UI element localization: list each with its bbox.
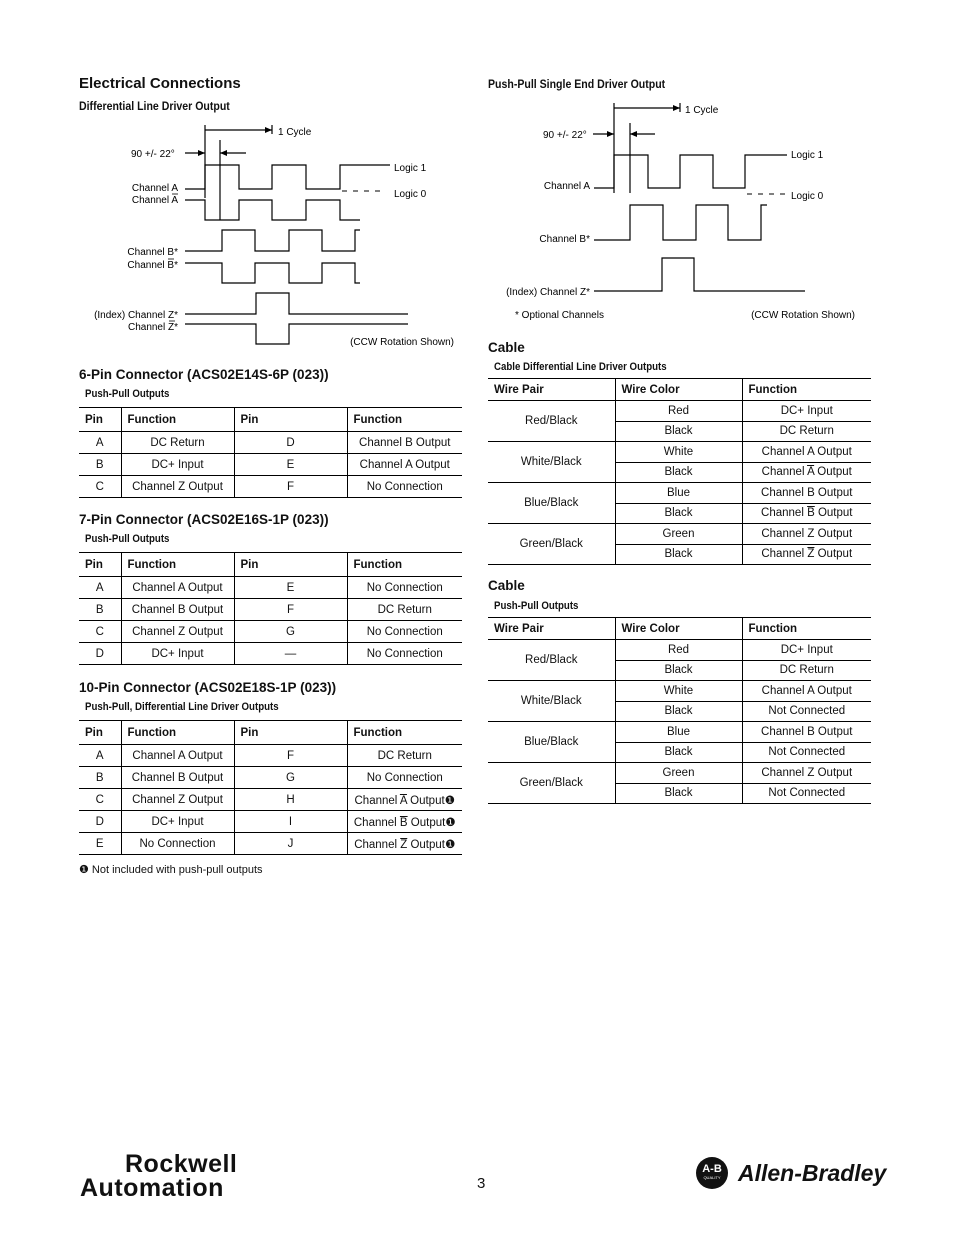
channel-z-label: (Index) Channel Z*	[506, 287, 590, 298]
table-cell: Blue/Black	[488, 483, 615, 524]
channel-b-bar-label: Channel B*	[127, 260, 178, 271]
channel-z-bar-label: Channel Z*	[127, 322, 178, 333]
table-cell: D	[79, 643, 121, 665]
header-function: Function	[742, 379, 871, 401]
table-cell: No Connection	[121, 833, 234, 855]
table-cell: Channel A Output	[347, 454, 462, 476]
table-cell: Channel Z Output	[121, 476, 234, 498]
table-cell: Black	[615, 742, 742, 763]
ccw-label: (CCW Rotation Shown)	[350, 337, 454, 348]
table-cell: No Connection	[347, 621, 462, 643]
diagram1-title: Differential Line Driver Output	[79, 99, 230, 113]
table-cell: Channel A Output	[121, 577, 234, 599]
logic1-label: Logic 1	[791, 150, 824, 161]
section-title: Electrical Connections	[79, 75, 241, 92]
table-cell: G	[234, 767, 347, 789]
header-wire-pair: Wire Pair	[488, 618, 615, 640]
table-cell: Channel A Output	[121, 745, 234, 767]
table-cell: Green	[615, 524, 742, 545]
table-row	[79, 621, 462, 643]
optional-channels-note: * Optional Channels	[515, 310, 604, 321]
table-cell: No Connection	[347, 577, 462, 599]
footnote: ❶ Not included with push-pull outputs	[79, 864, 263, 876]
table-cell: DC Return	[742, 421, 871, 442]
header-pin: Pin	[79, 553, 121, 577]
table-cell: White	[615, 681, 742, 702]
seven-pin-table	[79, 552, 462, 665]
table-cell: Channel $\overline{A}$ Output❶	[347, 789, 462, 811]
table-cell: Channel B Output	[121, 599, 234, 621]
table-cell: B	[79, 599, 121, 621]
table-cell: Red/Black	[488, 401, 615, 442]
table-cell: Black	[615, 462, 742, 483]
header-wire-pair: Wire Pair	[488, 379, 615, 401]
table-cell: White	[615, 442, 742, 463]
table-row	[79, 454, 462, 476]
cycle-label: 1 Cycle	[278, 127, 312, 138]
table-cell: F	[234, 476, 347, 498]
table-row	[79, 432, 462, 454]
table-cell: No Connection	[347, 643, 462, 665]
cycle-label: 1 Cycle	[685, 105, 719, 116]
header-function: Function	[742, 618, 871, 640]
table-row	[488, 763, 871, 784]
table-cell: Channel B Output	[742, 483, 871, 504]
table-cell: Channel Z Output	[121, 621, 234, 643]
table-row	[488, 722, 871, 743]
table-row	[79, 767, 462, 789]
table-cell: DC Return	[347, 599, 462, 621]
header-function: Function	[347, 721, 462, 745]
cable-push-pull-table	[488, 617, 871, 804]
table-cell: Green/Black	[488, 763, 615, 804]
table-cell: Channel B Output	[121, 767, 234, 789]
table-cell: DC Return	[742, 660, 871, 681]
push-pull-timing-diagram	[505, 98, 865, 324]
table-cell: B	[79, 454, 121, 476]
table-cell: G	[234, 621, 347, 643]
table-cell: Blue/Black	[488, 722, 615, 763]
table-cell: Not Connected	[742, 783, 871, 804]
table-cell: D	[79, 811, 121, 833]
table-row	[488, 483, 871, 504]
table-row	[79, 577, 462, 599]
table-cell: A	[79, 577, 121, 599]
table-cell: Blue	[615, 483, 742, 504]
header-pin: Pin	[234, 408, 347, 432]
table-cell: Red	[615, 401, 742, 422]
t6-subtitle: Push-Pull Outputs	[85, 388, 170, 400]
header-function: Function	[347, 408, 462, 432]
table-cell: Channel B Output	[742, 722, 871, 743]
table-cell: E	[234, 454, 347, 476]
table-cell: E	[234, 577, 347, 599]
table-cell: —	[234, 643, 347, 665]
table-cell: B	[79, 767, 121, 789]
table-row	[79, 643, 462, 665]
table-cell: A	[79, 432, 121, 454]
table-cell: Not Connected	[742, 742, 871, 763]
channel-z-label: (Index) Channel Z*	[94, 310, 178, 321]
table-cell: Black	[615, 503, 742, 524]
six-pin-table	[79, 407, 462, 498]
table-cell: I	[234, 811, 347, 833]
header-pin: Pin	[79, 408, 121, 432]
table-cell: No Connection	[347, 476, 462, 498]
table-cell: H	[234, 789, 347, 811]
page-number: 3	[477, 1175, 486, 1192]
table-cell: Channel A Output	[742, 442, 871, 463]
logic0-label: Logic 0	[791, 191, 824, 202]
table-cell: DC+ Input	[121, 811, 234, 833]
table-cell: White/Black	[488, 681, 615, 722]
ab-logo-icon: A-B QUALITY	[696, 1157, 728, 1189]
table-cell: Green/Black	[488, 524, 615, 565]
table-cell: Channel Z Output	[742, 524, 871, 545]
logic1-label: Logic 1	[394, 163, 427, 174]
table-row	[488, 442, 871, 463]
header-wire-color: Wire Color	[615, 618, 742, 640]
header-wire-color: Wire Color	[615, 379, 742, 401]
t10-subtitle: Push-Pull, Differential Line Driver Outputs	[85, 701, 279, 713]
table-row	[79, 789, 462, 811]
table-cell: Black	[615, 660, 742, 681]
table-cell: No Connection	[347, 767, 462, 789]
cable1-title: Cable	[488, 340, 525, 355]
table-cell: Black	[615, 783, 742, 804]
channel-a-label: Channel A	[543, 181, 590, 192]
table-cell: DC Return	[121, 432, 234, 454]
table-cell: White/Black	[488, 442, 615, 483]
table-cell: Channel A Output	[742, 681, 871, 702]
rockwell-automation-logo: Rockwell Automation	[80, 1150, 238, 1202]
channel-a-label: Channel A	[131, 183, 178, 194]
table-cell: Not Connected	[742, 701, 871, 722]
table-cell: Black	[615, 701, 742, 722]
phase-label: 90 +/- 22°	[543, 130, 587, 141]
table-row	[488, 640, 871, 661]
table-cell: Black	[615, 544, 742, 565]
table-cell: Blue	[615, 722, 742, 743]
header-function: Function	[347, 553, 462, 577]
channel-b-label: Channel B*	[127, 247, 178, 258]
table-row	[79, 811, 462, 833]
header-function: Function	[121, 408, 234, 432]
table-cell: DC+ Input	[742, 401, 871, 422]
table-cell: Channel $\overline{B}$ Output❶	[347, 811, 462, 833]
t7-title: 7-Pin Connector (ACS02E16S-1P (023))	[79, 512, 329, 527]
table-row	[79, 599, 462, 621]
table-row	[488, 681, 871, 702]
table-row	[79, 745, 462, 767]
differential-timing-diagram	[90, 120, 470, 352]
table-cell: F	[234, 745, 347, 767]
header-function: Function	[121, 721, 234, 745]
table-cell: C	[79, 621, 121, 643]
header-pin: Pin	[234, 721, 347, 745]
table-cell: Channel Z Output	[742, 763, 871, 784]
table-cell: DC Return	[347, 745, 462, 767]
table-row	[79, 833, 462, 855]
cable-differential-table	[488, 378, 871, 565]
table-cell: E	[79, 833, 121, 855]
ccw-label: (CCW Rotation Shown)	[751, 310, 855, 321]
table-cell: F	[234, 599, 347, 621]
table-cell: Channel $\overline{Z}$ Output❶	[347, 833, 462, 855]
allen-bradley-logo: Allen-Bradley	[738, 1160, 887, 1186]
table-cell: C	[79, 789, 121, 811]
header-function: Function	[121, 553, 234, 577]
table-cell: Channel $\overline{B}$ Output	[742, 503, 871, 524]
cable1-subtitle: Cable Differential Line Driver Outputs	[494, 361, 667, 373]
table-cell: Black	[615, 421, 742, 442]
t10-title: 10-Pin Connector (ACS02E18S-1P (023))	[79, 680, 337, 695]
ten-pin-table	[79, 720, 462, 855]
table-cell: Channel B Output	[347, 432, 462, 454]
cable2-title: Cable	[488, 578, 525, 593]
table-cell: Red	[615, 640, 742, 661]
table-row	[79, 476, 462, 498]
table-cell: DC+ Input	[121, 643, 234, 665]
table-cell: Channel $\overline{Z}$ Output	[742, 544, 871, 565]
table-cell: Channel $\overline{A}$ Output	[742, 462, 871, 483]
table-cell: J	[234, 833, 347, 855]
t7-subtitle: Push-Pull Outputs	[85, 533, 170, 545]
header-pin: Pin	[234, 553, 347, 577]
table-cell: D	[234, 432, 347, 454]
table-row	[488, 524, 871, 545]
cable2-subtitle: Push-Pull Outputs	[494, 600, 579, 612]
table-row	[488, 401, 871, 422]
table-cell: DC+ Input	[121, 454, 234, 476]
diagram2-title: Push-Pull Single End Driver Output	[488, 77, 666, 91]
phase-label: 90 +/- 22°	[131, 149, 175, 160]
table-cell: DC+ Input	[742, 640, 871, 661]
header-pin: Pin	[79, 721, 121, 745]
channel-a-bar-label: Channel A	[131, 195, 178, 206]
channel-b-label: Channel B*	[539, 234, 590, 245]
table-cell: Red/Black	[488, 640, 615, 681]
table-cell: A	[79, 745, 121, 767]
table-cell: Channel Z Output	[121, 789, 234, 811]
logic0-label: Logic 0	[394, 189, 427, 200]
t6-title: 6-Pin Connector (ACS02E14S-6P (023))	[79, 367, 329, 382]
table-cell: Green	[615, 763, 742, 784]
table-cell: C	[79, 476, 121, 498]
